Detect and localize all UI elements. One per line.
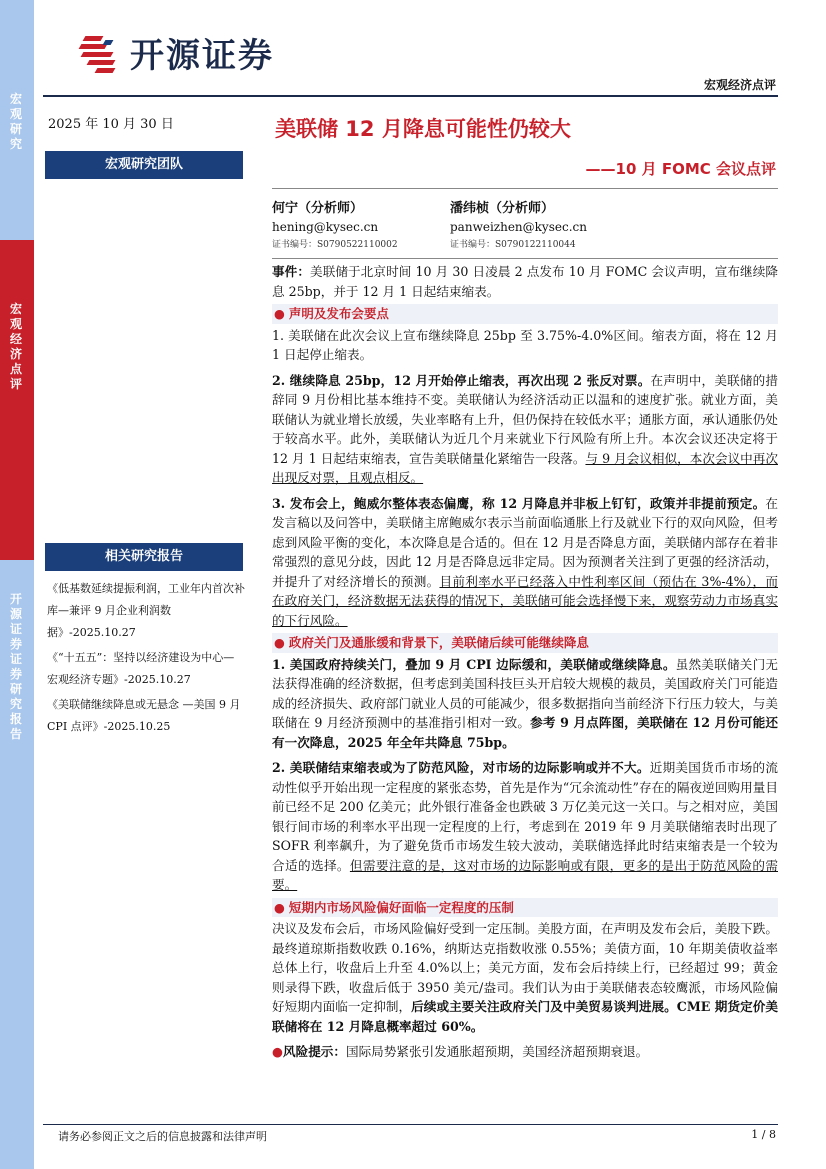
related-report-item[interactable]: 《美联储继续降息或无悬念 —美国 9 月 CPI 点评》-2025.10.25 [47, 698, 241, 733]
paragraph: 2. 美联储结束缩表或为了防范风险，对市场的边际影响或并不大。近期美国货币市场的流动性似乎开始出现一定程度的紧张态势，首先是作为“冗余流动性”存在的隔夜逆回购用量目前已经不足 200 亿美元；此外银行准备金也跌破 3 万亿美元这一关口。与之相对应，美国银行间市场的利率水平出现一定程度的上行，考虑到在 2019 年 9 月美联储缩表时出现了 SOFR 利率飙升，为了避免货币市场发生较大波动，美联储选择此时结束缩表是一个较为合适的选择。但需要注意的是，这对市场的边际影响或有限，更多的是出于防范风险的需要。 [272, 760, 778, 892]
team-label: 宏观研究团队 [45, 151, 243, 179]
header-divider [43, 95, 778, 97]
analyst-email[interactable]: panweizhen@kysec.cn [450, 220, 587, 234]
analyst-divider [272, 258, 778, 259]
analyst-name: 潘纬桢（分析师） [450, 201, 555, 216]
bullet-icon: ● [274, 635, 285, 650]
analyst-name: 何宁（分析师） [272, 201, 364, 216]
section-heading: ● 声明及发布会要点 [272, 304, 778, 324]
analyst-cert: 证书编号：S0790522110002 [272, 240, 398, 250]
analyst-email[interactable]: hening@kysec.cn [272, 220, 379, 234]
side-strip [0, 0, 34, 1169]
risk-paragraph: ●风险提示：国际局势紧张引发通胀超预期，美国经济超预期衰退。 [272, 1044, 649, 1059]
report-subtitle: ——10 月 FOMC 会议点评 [585, 160, 776, 178]
related-reports-list [47, 578, 245, 741]
paragraph: 决议及发布会后，市场风险偏好受到一定压制。美股方面，在声明及发布会后，美股下跌。最终道琼斯指数收跌 0.16%，纳斯达克指数收涨 0.55%；美债方面，10 年期美债收益率总体上行，收盘后上升至 4.0%以上；美元方面，发布会后持续上行，已经超过 99；黄金则录得下跌，收盘后低于 3950 美元/盎司。我们认为由于美联储表态较鹰派，市场风险偏好短期内面临一定抑制，后续或主要关注政府关门及中美贸易谈判进展。CME 期货定价美联储将在 12 月降息概率超过 60%。 [272, 921, 779, 1034]
company-logo [78, 28, 274, 77]
footer-divider [43, 1124, 778, 1125]
section-heading: ● 政府关门及通胀缓和背景下，美联储后续可能继续降息 [272, 633, 778, 653]
footer-disclaimer: 请务必参阅正文之后的信息披露和法律声明 [58, 1130, 267, 1143]
analyst-card [272, 200, 398, 254]
related-report-item[interactable]: 《低基数延续提振利润，工业年内首次补库—兼评 9 月企业利润数据》-2025.10.27 [47, 582, 245, 639]
bullet-icon: ● [272, 1044, 283, 1059]
bullet-icon: ● [274, 899, 285, 915]
analyst-cert: 证书编号：S0790122110044 [450, 240, 576, 250]
report-date: 2025 年 10 月 30 日 [48, 117, 174, 132]
related-reports-label: 相关研究报告 [45, 543, 243, 571]
report-body [272, 262, 778, 1062]
logo-mark-icon [78, 30, 124, 76]
paragraph: 2. 继续降息 25bp，12 月开始停止缩表，再次出现 2 张反对票。在声明中，美联储的措辞同 9 月份相比基本维持不变。美联储认为经济活动正以温和的速度扩张。就业方面，美联储认为就业增长放缓，失业率略有上升，但仍保持在较低水平；通胀方面，承认通胀仍处于较高水平。此外，美联储认为近几个月来就业下行风险有所上升。本次会议还决定将于 12 月 1 日起结束缩表，宣告美联储量化紧缩告一段落。与 9 月会议相似，本次会议中再次出现反对票，且观点相反。 [272, 372, 779, 485]
side-label-bottom: 开源证券 证券研究报告 [10, 592, 23, 741]
related-report-item[interactable]: 《“十五五”：坚持以经济建设为中心—宏观经济专题》-2025.10.27 [47, 651, 235, 686]
title-divider [272, 188, 778, 189]
paragraph: 1. 美国政府持续关门，叠加 9 月 CPI 边际缓和，美联储或继续降息。虽然美联储关门无法获得准确的经济数据，但考虑到美国科技巨头开启较大规模的裁员，美国政府关门可能造成的经济损失、政府部门就业人员的可能减少，很多数据指向当前经济下行压力较大，与美联储在 9 月经济预测中的基准指引相对一致。参考 9 月点阵图，美联储在 12 月份可能还有一次降息，2025 年全年共降息 75bp。 [272, 656, 779, 750]
page-number: 1 / 8 [751, 1128, 776, 1141]
report-type: 宏观经济点评 [703, 78, 776, 92]
logo-text: 开源证券 [130, 36, 274, 76]
event-paragraph: 事件：美联储于北京时间 10 月 30 日凌晨 2 点发布 10 月 FOMC 会议声明，宣布继续降息 25bp，并于 12 月 1 日起结束缩表。 [272, 264, 779, 299]
paragraph: 1. 美联储在此次会议上宣布继续降息 25bp 至 3.75%-4.0%区间。缩表方面，将在 12 月 1 日起停止缩表。 [272, 327, 778, 362]
side-label-top: 宏观研究 [10, 92, 23, 151]
side-strip-highlight [0, 240, 34, 560]
side-label-middle: 宏观经济点评 [10, 302, 23, 391]
report-title: 美联储 12 月降息可能性仍较大 [275, 117, 571, 141]
paragraph: 3. 发布会上，鲍威尔整体表态偏鹰，称 12 月降息并非板上钉钉，政策并非提前预定。在发言稿以及问答中，美联储主席鲍威尔表示当前面临通胀上行及就业下行的双向风险，但考虑到风险平衡的变化，本次降息是合适的。但在 12 月是否降息方面，美联储内部存在着非常强烈的意见分歧，因此 12 月是否降息远非定局。因为预测者关注到了更强的经济活动，并提升了对经济增长的预测。目前利率水平已经落入中性利率区间（预估在 3%-4%），而在政府关门，经济数据无法获得的情况下，美联储可能会选择慢下来，观察劳动力市场真实的下行风险。 [272, 495, 778, 628]
analyst-card [450, 200, 587, 254]
section-heading: ● 短期内市场风险偏好面临一定程度的压制 [272, 898, 778, 918]
bullet-icon: ● [274, 306, 285, 321]
